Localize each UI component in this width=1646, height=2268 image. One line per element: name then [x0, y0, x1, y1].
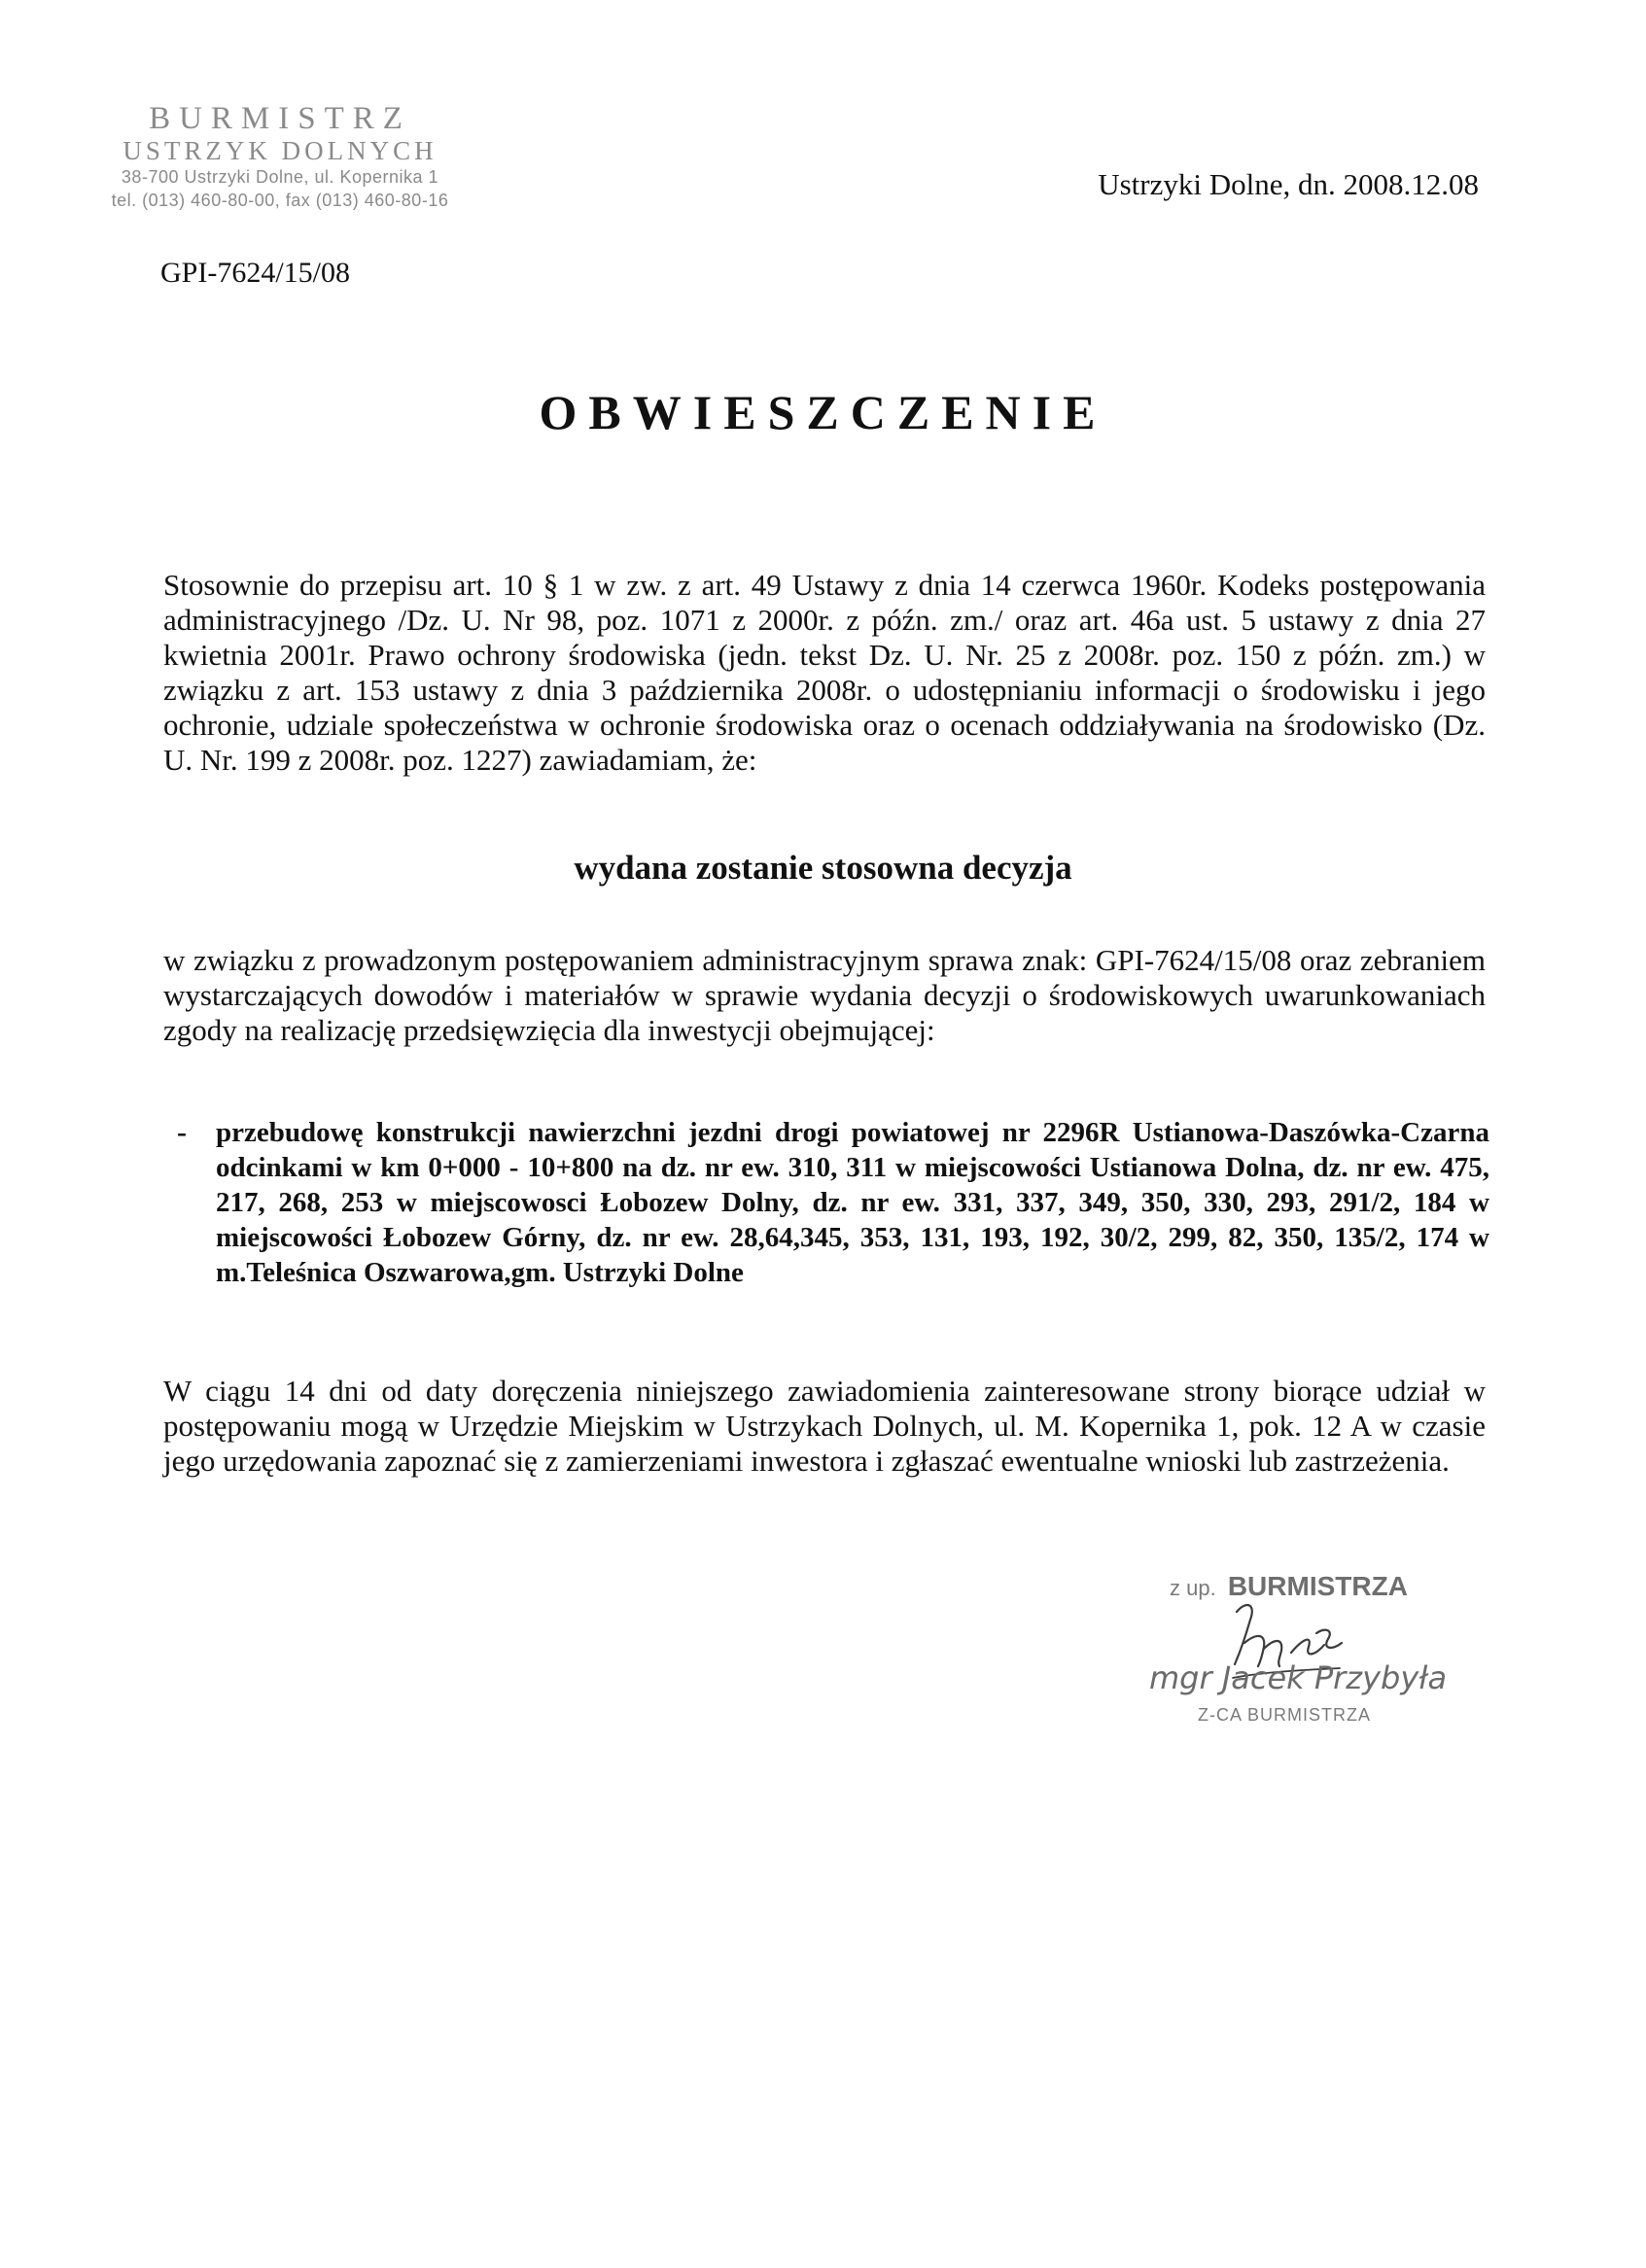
letterhead-phone: tel. (013) 460-80-00, fax (013) 460-80-16	[111, 191, 449, 210]
list-bullet: -	[177, 1116, 187, 1148]
decision-heading: wydana zostanie stosowna decyzja	[574, 849, 1072, 887]
signature-office: BURMISTRZA	[1227, 1571, 1408, 1601]
document-date: Ustrzyki Dolne, dn. 2008.12.08	[1098, 167, 1479, 201]
letterhead-city: USTRZYK DOLNYCH	[123, 136, 438, 165]
proceedings-paragraph: w związku z prowadzonym postępowaniem administracyjnym sprawa znak: GPI-7624/15/08 oraz zebraniem wystarczających dowodów i materiałów w sprawie wydania decyzji o środowiskowych uwarunkowaniach zgody na realizację przedsięwzięcia dla inwestycji obejmującej:	[163, 943, 1486, 1047]
signature-prefix: z up.	[1170, 1576, 1216, 1600]
signatory-name: mgr Jacek Przybyła	[1149, 1659, 1448, 1696]
investment-description: przebudowę konstrukcji nawierzchni jezdni drogi powiatowej nr 2296R Ustianowa-Daszówka-Czarna odcinkami w km 0+000 - 10+800 na dz. nr ew. 310, 311 w miejscowości Ustianowa Dolna, dz. nr ew. 475, 217, 268, 253 w miejscowosci Łobozew Dolny, dz. nr ew. 331, 337, 349, 350, 330, 293, 291/2, 184 w miejscowości Łobozew Górny, dz. nr ew. 28,64,345, 353, 131, 193, 192, 30/2, 299, 82, 350, 135/2, 174 w m.Teleśnica Oszwarowa,gm. Ustrzyki Dolne	[216, 1117, 1489, 1288]
letterhead-address: 38-700 Ustrzyki Dolne, ul. Kopernika 1	[121, 167, 439, 187]
letterhead-title: BURMISTRZ	[149, 101, 411, 136]
signatory-role: Z-CA BURMISTRZA	[1198, 1705, 1372, 1725]
reference-number: GPI-7624/15/08	[160, 257, 350, 289]
deadline-paragraph: W ciągu 14 dni od daty doręczenia niniejszego zawiadomienia zainteresowane strony biorące udział w postępowaniu mogą w Urzędzie Miejskim w Ustrzykach Dolnych, ul. M. Kopernika 1, pok. 12 A w czasie jego urzędowania zapoznać się z zamierzeniami inwestora i zgłaszać ewentualne wnioski lub zastrzeżenia.	[163, 1374, 1486, 1478]
legal-basis-paragraph: Stosownie do przepisu art. 10 § 1 w zw. z art. 49 Ustawy z dnia 14 czerwca 1960r. Kodeks postępowania administracyjnego /Dz. U. Nr 98, poz. 1071 z 2000r. z późn. zm./ oraz art. 46a ust. 5 ustawy z dnia 27 kwietnia 2001r. Prawo ochrony środowiska (jedn. tekst Dz. U. Nr. 25 z 2008r. poz. 150 z późn. zm.) w związku z art. 153 ustawy z dnia 3 października 2008r. o udostępnianiu informacji o środowisku i jego ochronie, udziale społeczeństwa w ochronie środowiska oraz o ocenach oddziaływania na środowisko (Dz. U. Nr. 199 z 2008r. poz. 1227) zawiadamiam, że:	[163, 568, 1486, 777]
letterhead-stamp	[86, 101, 474, 212]
investment-list-item	[177, 1115, 1489, 1290]
document-title: OBWIESZCZENIE	[539, 385, 1107, 439]
